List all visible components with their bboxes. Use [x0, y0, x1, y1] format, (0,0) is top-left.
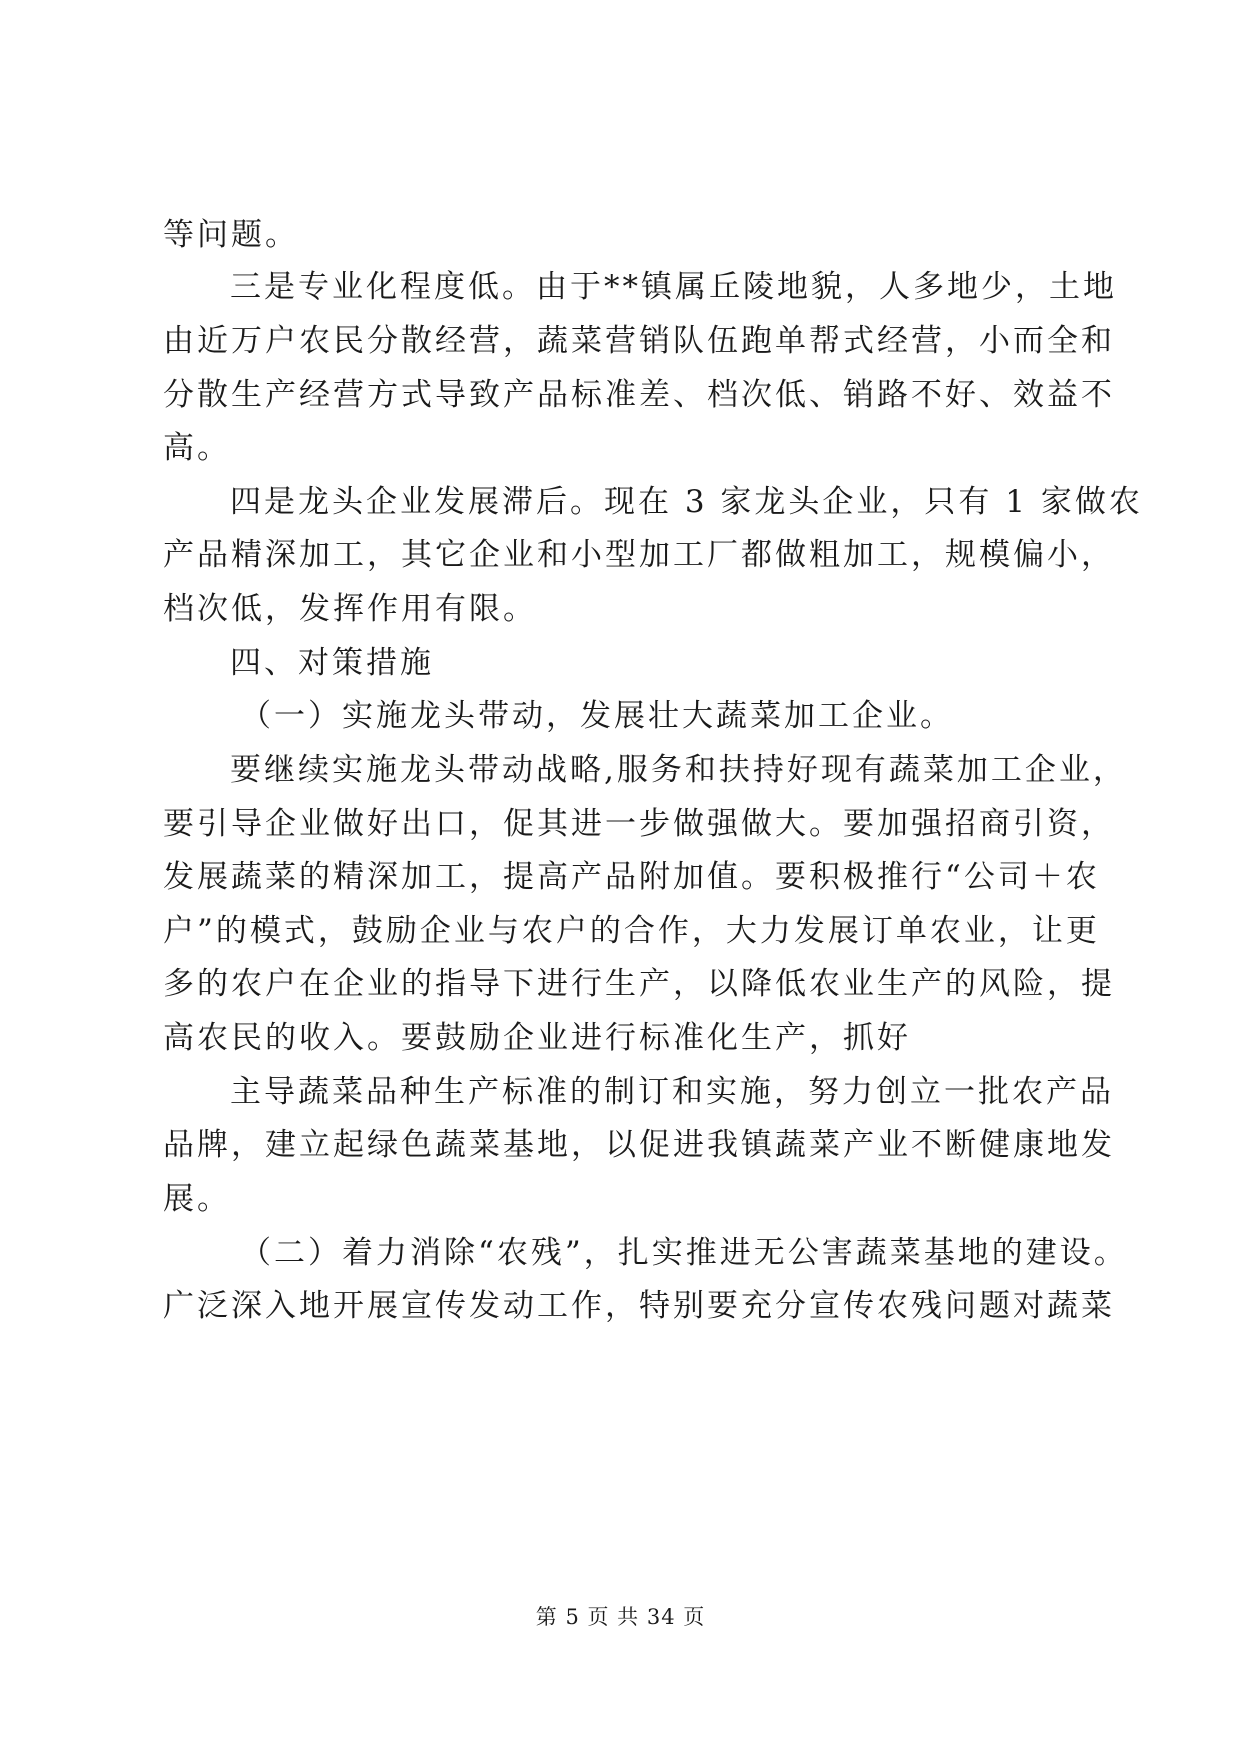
subsection-heading: （二）着力消除“农残”，扎实推进无公害蔬菜基地的建设。: [240, 1235, 1128, 1271]
text-line: 展。: [163, 1181, 231, 1217]
text-line: 要引导企业做好出口，促其进一步做强做大。要加强招商引资，: [163, 806, 1115, 842]
text-line: 主导蔬菜品种生产标准的制订和实施，努力创立一批农产品: [230, 1074, 1114, 1110]
text-line: 高农民的收入。要鼓励企业进行标准化生产，抓好: [163, 1020, 911, 1056]
section-heading: 四、对策措施: [230, 645, 434, 681]
text-line: 产品精深加工，其它企业和小型加工厂都做粗加工，规模偏小，: [163, 537, 1115, 573]
subsection-heading: （一）实施龙头带动，发展壮大蔬菜加工企业。: [240, 698, 954, 734]
text-line: 发展蔬菜的精深加工，提高产品附加值。要积极推行“公司＋农: [163, 859, 1100, 895]
text-line: 品牌，建立起绿色蔬菜基地，以促进我镇蔬菜产业不断健康地发: [163, 1127, 1115, 1163]
page-footer: 第 5 页 共 34 页: [535, 1605, 706, 1629]
text-line: 档次低，发挥作用有限。: [163, 591, 537, 627]
text-line: 广泛深入地开展宣传发动工作，特别要充分宣传农残问题对蔬菜: [163, 1288, 1115, 1324]
text-line: 分散生产经营方式导致产品标准差、档次低、销路不好、效益不: [163, 377, 1115, 413]
text-line: 要继续实施龙头带动战略,服务和扶持好现有蔬菜加工企业，: [230, 752, 1127, 788]
text-line: 四是龙头企业发展滞后。现在 3 家龙头企业，只有 1 家做农: [230, 484, 1143, 520]
text-line: 户”的模式，鼓励企业与农户的合作，大力发展订单农业，让更: [163, 913, 1100, 949]
text-line: 三是专业化程度低。由于**镇属丘陵地貌，人多地少，土地: [230, 269, 1117, 305]
text-line: 等问题。: [163, 217, 299, 253]
text-line: 由近万户农民分散经营，蔬菜营销队伍跑单帮式经营，小而全和: [163, 323, 1115, 359]
text-line: 多的农户在企业的指导下进行生产，以降低农业生产的风险，提: [163, 966, 1115, 1002]
text-line: 高。: [163, 430, 231, 466]
